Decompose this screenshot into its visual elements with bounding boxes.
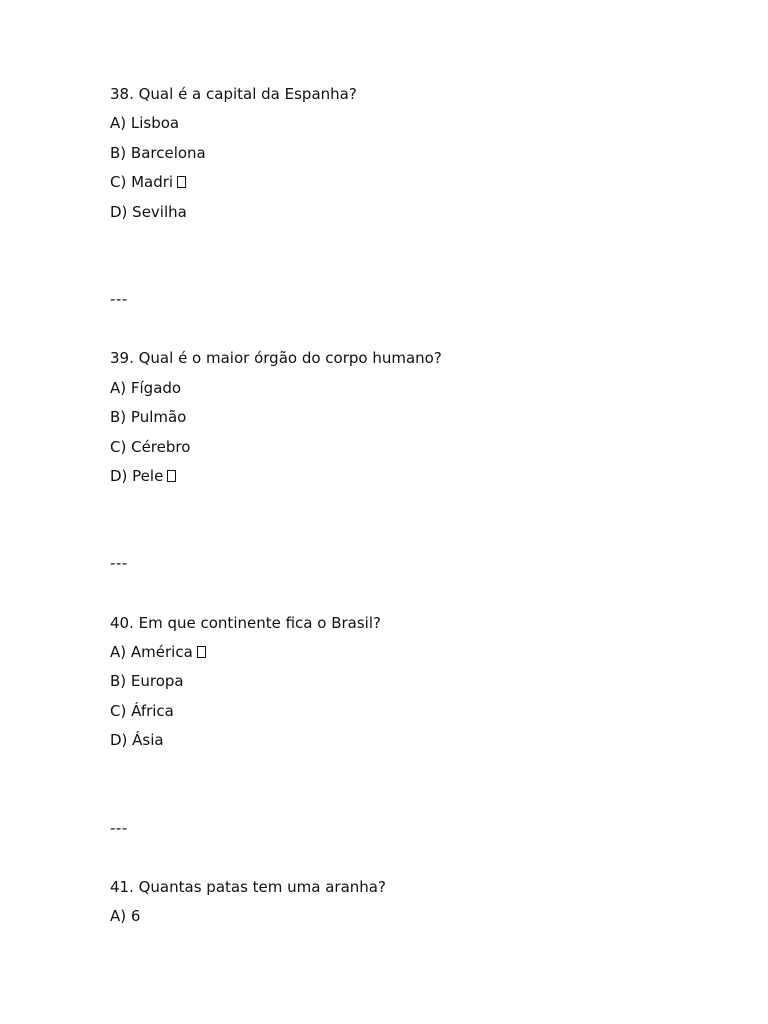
option-a bbox=[110, 113, 730, 142]
missing-glyph-box-icon bbox=[177, 176, 186, 188]
option-a bbox=[110, 378, 730, 407]
option-b bbox=[110, 143, 730, 172]
option-d bbox=[110, 202, 730, 231]
option-a bbox=[110, 642, 730, 671]
question-text: 38. Qual é a capital da Espanha? bbox=[110, 85, 357, 103]
missing-glyph-box-icon bbox=[197, 646, 206, 658]
question-text: 39. Qual é o maior órgão do corpo humano? bbox=[110, 349, 442, 368]
option-label: B) Barcelona bbox=[110, 143, 206, 162]
separator: --- bbox=[110, 818, 128, 837]
option-d bbox=[110, 730, 730, 759]
option-b bbox=[110, 671, 730, 700]
option-label: B) Pulmão bbox=[110, 408, 187, 427]
option-d bbox=[110, 466, 730, 495]
question-41 bbox=[110, 877, 730, 936]
option-label: C) Cérebro bbox=[110, 437, 191, 456]
separator: --- bbox=[110, 289, 128, 308]
option-label: D) Pele bbox=[110, 466, 164, 485]
option-c bbox=[110, 437, 730, 466]
question-39 bbox=[110, 348, 730, 612]
option-label: B) Europa bbox=[110, 672, 184, 691]
option-label: A) 6 bbox=[110, 907, 141, 926]
question-38 bbox=[110, 84, 730, 348]
document-page bbox=[110, 84, 730, 936]
question-text: 40. Em que continente fica o Brasil? bbox=[110, 613, 381, 632]
option-label: C) África bbox=[110, 701, 174, 720]
option-a bbox=[110, 906, 730, 935]
question-40 bbox=[110, 613, 730, 877]
separator: --- bbox=[110, 554, 128, 573]
option-label: A) América bbox=[110, 643, 193, 662]
option-label: C) Madri bbox=[110, 173, 174, 192]
option-label: A) Lisboa bbox=[110, 114, 180, 133]
missing-glyph-box-icon bbox=[167, 470, 176, 482]
option-label: D) Sevilha bbox=[110, 202, 187, 221]
option-label: A) Fígado bbox=[110, 378, 182, 397]
option-c bbox=[110, 172, 730, 201]
option-c bbox=[110, 701, 730, 730]
option-b bbox=[110, 407, 730, 436]
option-label: D) Ásia bbox=[110, 731, 164, 750]
question-text: 41. Quantas patas tem uma aranha? bbox=[110, 878, 386, 897]
